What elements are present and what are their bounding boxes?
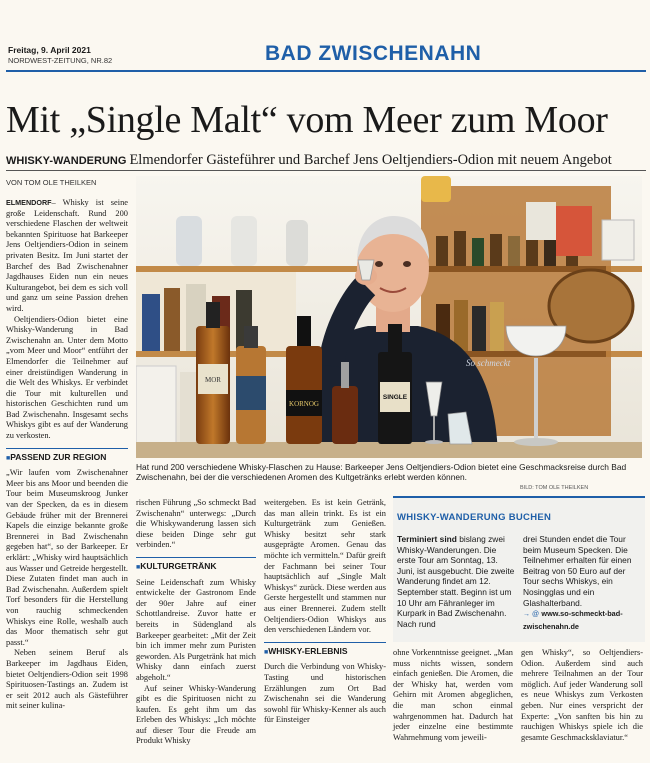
issue-number: NORDWEST-ZEITUNG, NR.82 (8, 56, 113, 65)
booking-infobox (393, 496, 645, 642)
article-column-4 (393, 648, 513, 743)
byline: VON TOM OLE THEILKEN (6, 178, 97, 187)
article-paragraph: Neben seinem Beruf als Barkeeper im Jagdhaus Eiden, bietet Oeltjendiers-Odion seit 1998 Spirituosen-Tastings an. Zudem ist er seit 2012 auch als Gästeführer mit seiner kulina- (6, 648, 128, 711)
article-column-2 (136, 498, 256, 747)
kicker-label: WHISKY-WANDERUNG (6, 155, 127, 167)
article-paragraph: ohne Vorkenntnisse geeignet. „Man muss nichts wissen, sondern einfach genießen. Die Aromen, die der Whisky hat, werden vom Gehirn mit Aromen abgeglichen, die man schon einmal wahrgenommen hat. Dadurch hat jeder einzelne eine bestimmte Wahrnehmung vom jeweili- (393, 648, 513, 742)
shirt-logo: So schmeckt (466, 358, 511, 368)
article-paragraph: ELMENDORF– Whisky ist seine große Leidenschaft. Rund 200 verschiedene Flaschen der weltweit bekannten Spirituose hat Barkeeper Jens Oeltjendiers-Odion in seinem privaten Besitz. Im Juni startet der Barchef des Bad Zwischenahner Jagdhauses Eiden nun ein neues Kulturangebot, bei dem es sich voll und ganz um seine Passion drehen wird. (6, 198, 128, 313)
photo-credit: BILD: TOM OLE THEILKEN (520, 485, 589, 491)
article-column-3 (264, 498, 386, 726)
subheading: ■ WHISKY-ERLEBNIS (264, 642, 386, 659)
article-paragraph: „Wir laufen vom Zwischenahner Meer bis ans Moor und beenden die Tour beim Museumskroog Junker van der Specken, da es in diesem Gebäude früher mit der Brennerei Kapels die einzige bekannte große Brennerei in Bad Zwischenahn gegeben hat“, so der Barkeeper. Er erklärt: „Whisky wird hauptsächlich aus Wasser und Getreide hergestellt. Diese Zutaten findet man auch in Bad Zwischenahn. Außerdem spielt Torf besonders für die Herstellung von rauchig schmeckenden Whiskys eine Rolle, weshalb auch das Moor thematisch sehr gut passt.“ (6, 468, 128, 647)
article-paragraph: Oeltjendiers-Odion bietet eine Whisky-Wanderung in Bad Zwischenahn an. Unter dem Motto „vom Meer und Moor“ entführt der Elmendorfer die Teilnehmer auf einer dreistündigen Wanderung in die Welt des Whiskys. Er verbindet die Tour mit kulturellen und historischen Geschichten rund um Bad Zwischenahn. Insgesamt sechs Whiskys gibt es auf der Wanderung zu verkosten. (6, 314, 128, 441)
infobox-column-1: Terminiert sind bislang zwei Whisky-Wanderungen. Die erste Tour am Sonntag, 13. Juni, ist ausgebucht. Die zweite Wanderung findet am 12. September statt. Beginn ist um 10 Uhr am Fähranleger im Kurpark in Bad Zwischenahn. Nach rund (397, 534, 515, 629)
article-paragraph: Durch die Verbindung von Whisky-Tasting und historischen Erzählungen zum Ort Bad Zwischenahn sei die Wanderung sowohl für Whisky-Kenner als auch für Einsteiger (264, 662, 386, 725)
article-paragraph: Seine Leidenschaft zum Whisky entwickelte der Gastronom Ende der 90er Jahre auf einer Schottlandreise. Zuvor hatte er bereits in Südengland als Barkeeper gearbeitet: „Mit der Zeit bin ich immer mehr zum Puristen geworden. Als Purgetränk hat mich Whisky dann einfach zuerst abgeholt.“ (136, 577, 256, 682)
masthead-divider (6, 70, 646, 72)
booking-link[interactable]: www.so-schmeckt-bad-zwischenahn.de (523, 609, 623, 631)
bottle-label-2: KORNOG (289, 400, 319, 408)
headline-divider (6, 170, 646, 171)
bar-scene-illustration (136, 176, 642, 458)
link-arrow-icon: → @ (523, 611, 540, 619)
kicker (6, 152, 612, 169)
issue-date: Freitag, 9. April 2021 (8, 45, 91, 55)
article-photo (136, 176, 642, 458)
bottle-label-1: MOR (205, 376, 221, 384)
section-title: BAD ZWISCHENAHN (265, 42, 482, 65)
subheading: ■ PASSEND ZUR REGION (6, 448, 128, 465)
article-paragraph: gen Whisky“, so Oeltjendiers-Odion. Außerdem sind auch mehrere Teilnahmen an der Tour möglich. Auf jeder Wanderung soll es neue Whiskys zum Verkosten geben. Nur eines verspricht der Experte: „Von sanften bis hin zu rauchigen Whiskys spiele ich die gesamte Geschmacksklaviatur.“ (521, 648, 643, 742)
article-paragraph: rischen Führung „So schmeckt Bad Zwischenahn“ unterwegs: „Durch die Whiskywanderung lassen sich diese beiden Dinge sehr gut verbinden.“ (136, 498, 256, 550)
bottle-label-3: SINGLE (382, 394, 408, 401)
article-column-5 (521, 648, 643, 743)
infobox-lead: Terminiert sind (397, 534, 457, 544)
headline: Mit „Single Malt“ vom Meer zum Moor (6, 99, 608, 141)
subheading: ■ KULTURGETRÄNK (136, 557, 256, 574)
photo-caption: Hat rund 200 verschiedene Whisky-Flaschen zu Hause: Barkeeper Jens Oeltjendiers-Odion bietet eine Geschmacksreise durch Bad Zwischenahn, bei der die verschiedenen Aromen des Kultgetränks erlebt werden können. (136, 462, 627, 483)
article-column-1 (6, 198, 128, 712)
article-paragraph: Auf seiner Whisky-Wanderung gibt es die Spirituosen nicht zu kaufen. Es geht ihm um das Erleben des Whiskys: „Ich möchte auf dieser Tour die Freude am Produkt Whisky (136, 683, 256, 746)
dateline: ELMENDORF (6, 198, 52, 207)
article-paragraph: weitergeben. Es ist kein Getränk, das man allein trinkt. Es ist ein Kulturgetränk zum Genießen. Whisky besitzt sehr stark ausgeprägte Aromen. Genau das möchte ich vermitteln.“ Dafür greift der Fachmann bei seiner Tour hauptsächlich auf „Single Malt Whiskys“ zurück. Diese werden aus Gerste hergestellt und stammen nur aus einer Brennerei. Zudem stellt Oeltjendiers-Odion Whiskys aus den verschiedenen Ländern vor. (264, 498, 386, 635)
infobox-column-2: drei Stunden endet die Tour beim Museum Specken. Die Teilnehmer erhalten für einen Beitrag von 50 Euro auf der Tour sechs Whiskys, ein Nosingglas und ein Glashalterband. → @ www.so-schmeckt-bad-zwischenahn.de (523, 534, 632, 631)
kicker-text: Elmendorfer Gästeführer und Barchef Jens Oeltjendiers-Odion mit neuem Angebot (129, 152, 612, 168)
infobox-title: WHISKY-WANDERUNG BUCHEN (397, 512, 552, 523)
